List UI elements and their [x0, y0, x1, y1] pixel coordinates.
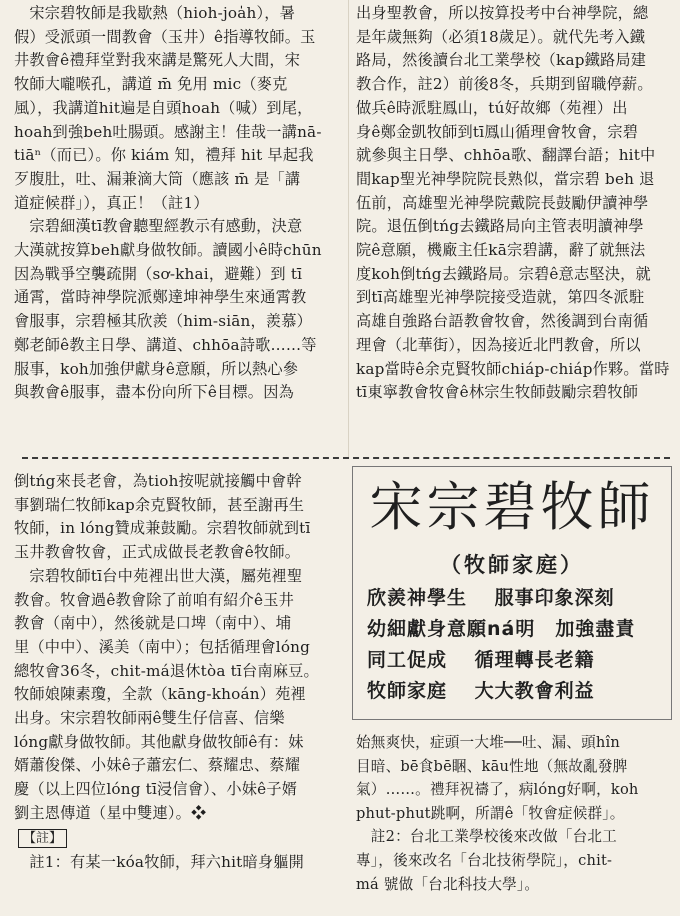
text-line: 出身聖教會，所以按算投考中台神學院，總 — [356, 4, 649, 22]
text-line: 總牧會36冬，chit-má退休tòa tī台南麻豆。 — [14, 661, 319, 680]
text-line: 歹腹肚，吐、漏兼滴大筒（應該 m̄ 是「講 — [14, 169, 301, 188]
text-line: 牧師娘陳素瓊，全款（kāng-khoán）苑裡 — [14, 685, 306, 704]
text-line: tī東寧教會牧會ê林宗生牧師鼓勵宗碧牧師 — [356, 383, 639, 402]
text-line: 風），我講道hit遍是自頭hoah（喊）到尾， — [14, 98, 313, 117]
text-line: 到tī高雄聖光神學院接受造就，第四冬派駐 — [356, 288, 645, 307]
text-line: 氣）……。禮拜祝禱了，病lóng好啊，koh — [356, 781, 639, 799]
text-line: 倒tńg來長老會，為tioh按呢就接觸中會幹 — [14, 472, 302, 490]
column-fold-line — [348, 0, 349, 458]
upper-left-column — [14, 2, 338, 405]
text-line: 理會（北華街），因為接近北門教會，所以 — [356, 335, 641, 354]
headline-subtitle: （牧師家庭） — [440, 552, 584, 577]
text-line: 事劉瑞仁牧師kap余克賢牧師，甚至謝再生 — [14, 495, 305, 514]
section-divider — [22, 457, 670, 459]
text-line: 始無爽快，症頭一大堆──吐、漏、頭hîn — [356, 734, 620, 751]
text-line: 院。退伍倒tńg去鐵路局向主管表明讀神學 — [356, 217, 644, 236]
text-line: 註2：台北工業學校後來改做「台北工 — [356, 828, 617, 846]
text-line: 路局，然後讀台北工業學校（kap鐵路局建 — [356, 51, 647, 70]
text-line: 做兵ê時派駐鳳山，tú好故鄉（苑裡）出 — [356, 98, 628, 117]
text-line: 鄭老師ê教主日學、講道、chhōa詩歌……等 — [14, 335, 317, 354]
text-line: 出身。宋宗碧牧師兩ê雙生仔信喜、信樂 — [14, 709, 285, 728]
upper-right-column — [356, 2, 670, 405]
text-line: 教會（南中），然後就是口埤（南中）、埔 — [14, 614, 292, 633]
text-line: 專」，後來改名「台北技術學院」，chit- — [356, 851, 613, 869]
text-line: 是年歲無夠（必須18歲足）。就代先考入鐵 — [356, 27, 646, 46]
text-line: 度koh倒tńg去鐵路局。宗碧ê意志堅決，就 — [356, 264, 651, 283]
headline-summary — [367, 583, 635, 707]
text-line: 目暗、bē食bē睏、kāu性地（無故亂發脾 — [356, 757, 628, 775]
text-line: 道症候群」），真正！（註1） — [14, 193, 209, 212]
text-line: 服事，koh加強伊獻身ê意願，所以熱心參 — [14, 359, 299, 378]
text-line: tiāⁿ（而已）。你 kiám 知，禮拜 hit 早起我 — [14, 146, 314, 165]
text-line: 與教會ê服事，盡本份向所下ê目標。因為 — [14, 383, 294, 402]
text-line: 劉主恩傳道（星中雙連）。❖ — [14, 803, 207, 822]
lower-right-column — [356, 731, 672, 896]
text-line: 宗碧牧師tī台中苑裡出世大漢，屬苑裡聖 — [14, 566, 303, 585]
summary-line: 同工促成 循理轉長老籍 — [367, 649, 595, 671]
text-line: 玉井教會牧會，正式成做長老教會ê牧師。 — [14, 543, 301, 562]
text-line: 牧師大嚨喉孔，講道 m̄ 免用 mic（麥克 — [14, 75, 288, 94]
text-line: 會服事，宗碧極其欣羨（him-siān，羨慕） — [14, 312, 313, 331]
text-line: phut-phut跳啊，所謂ê「牧會症候群」。 — [356, 804, 625, 822]
text-line: 伍前，高雄聖光神學院戴院長鼓勵伊讀神學 — [356, 193, 649, 212]
text-line: 因為戰爭空襲疏開（sơ-khai，避難）到 tī — [14, 264, 303, 283]
headline-box — [352, 466, 672, 720]
text-line: 井教會ê禮拜堂對我來講是驚死人大間，宋 — [14, 51, 301, 70]
text-line: 身ê鄭金凱牧師到tī鳳山循理會牧會，宗碧 — [356, 122, 639, 141]
text-line: 婿蕭俊傑、小妹ê子蕭宏仁、蔡耀忠、蔡耀 — [14, 756, 301, 775]
summary-line: 牧師家庭 大大教會利益 — [367, 680, 595, 702]
text-line: 間kap聖光神學院院長熟似，當宗碧 beh 退 — [356, 169, 655, 188]
text-line: 教合作，註2）前後8冬，兵期到留職停薪。 — [356, 75, 653, 94]
notes-label: 【註】 — [18, 829, 67, 848]
headline-title: 宋宗碧牧師 — [369, 477, 655, 538]
text-line: 大漢就按算beh獻身做牧師。讀國小ê時chūn — [14, 241, 322, 260]
text-line: má 號做「台北科技大學」。 — [356, 875, 540, 893]
note-1-line: 註1：有某一kóa牧師，拜六hit暗身軀開 — [14, 852, 305, 871]
text-line: hoah到強beh吐腸頭。感謝主！佳哉一講nā- — [14, 122, 322, 141]
lower-left-column — [14, 470, 344, 874]
text-line: 院ê意願，機廠主任kā宗碧講，辭了就無法 — [356, 241, 646, 260]
text-line: 就參與主日學、chhōa歌、翻譯台語；hit中 — [356, 146, 656, 165]
text-line: 宋宗碧牧師是我歇熱（hioh-joa̍h），暑 — [14, 4, 296, 22]
text-line: 通霄，當時神學院派鄭達坤神學生來通霄教 — [14, 288, 307, 307]
text-line: 牧師，in lóng贊成兼鼓勵。宗碧牧師就到tī — [14, 519, 311, 538]
text-line: 教會。牧會過ê教會除了前咱有紹介ê玉井 — [14, 590, 294, 609]
text-line: kap當時ê余克賢牧師chiáp-chiáp作夥。當時 — [356, 359, 670, 378]
text-line: lóng獻身做牧師。其他獻身做牧師ê有：妹 — [14, 732, 304, 751]
text-line: 假）受派頭一間教會（玉井）ê指導牧師。玉 — [14, 27, 316, 46]
text-line: 宗碧細漢tī教會聽聖經教示有感動，決意 — [14, 217, 303, 236]
text-line: 慶（以上四位lóng tī浸信會）、小妹ê子婿 — [14, 780, 298, 799]
text-line: 里（中中）、溪美（南中）；包括循理會lóng — [14, 637, 311, 656]
text-line: 高雄自強路台語教會牧會，然後調到台南循 — [356, 312, 649, 331]
summary-line: 欣羨神學生 服事印象深刻 — [367, 587, 615, 609]
summary-line: 幼細獻身意願ná明 加強盡責 — [367, 618, 636, 640]
